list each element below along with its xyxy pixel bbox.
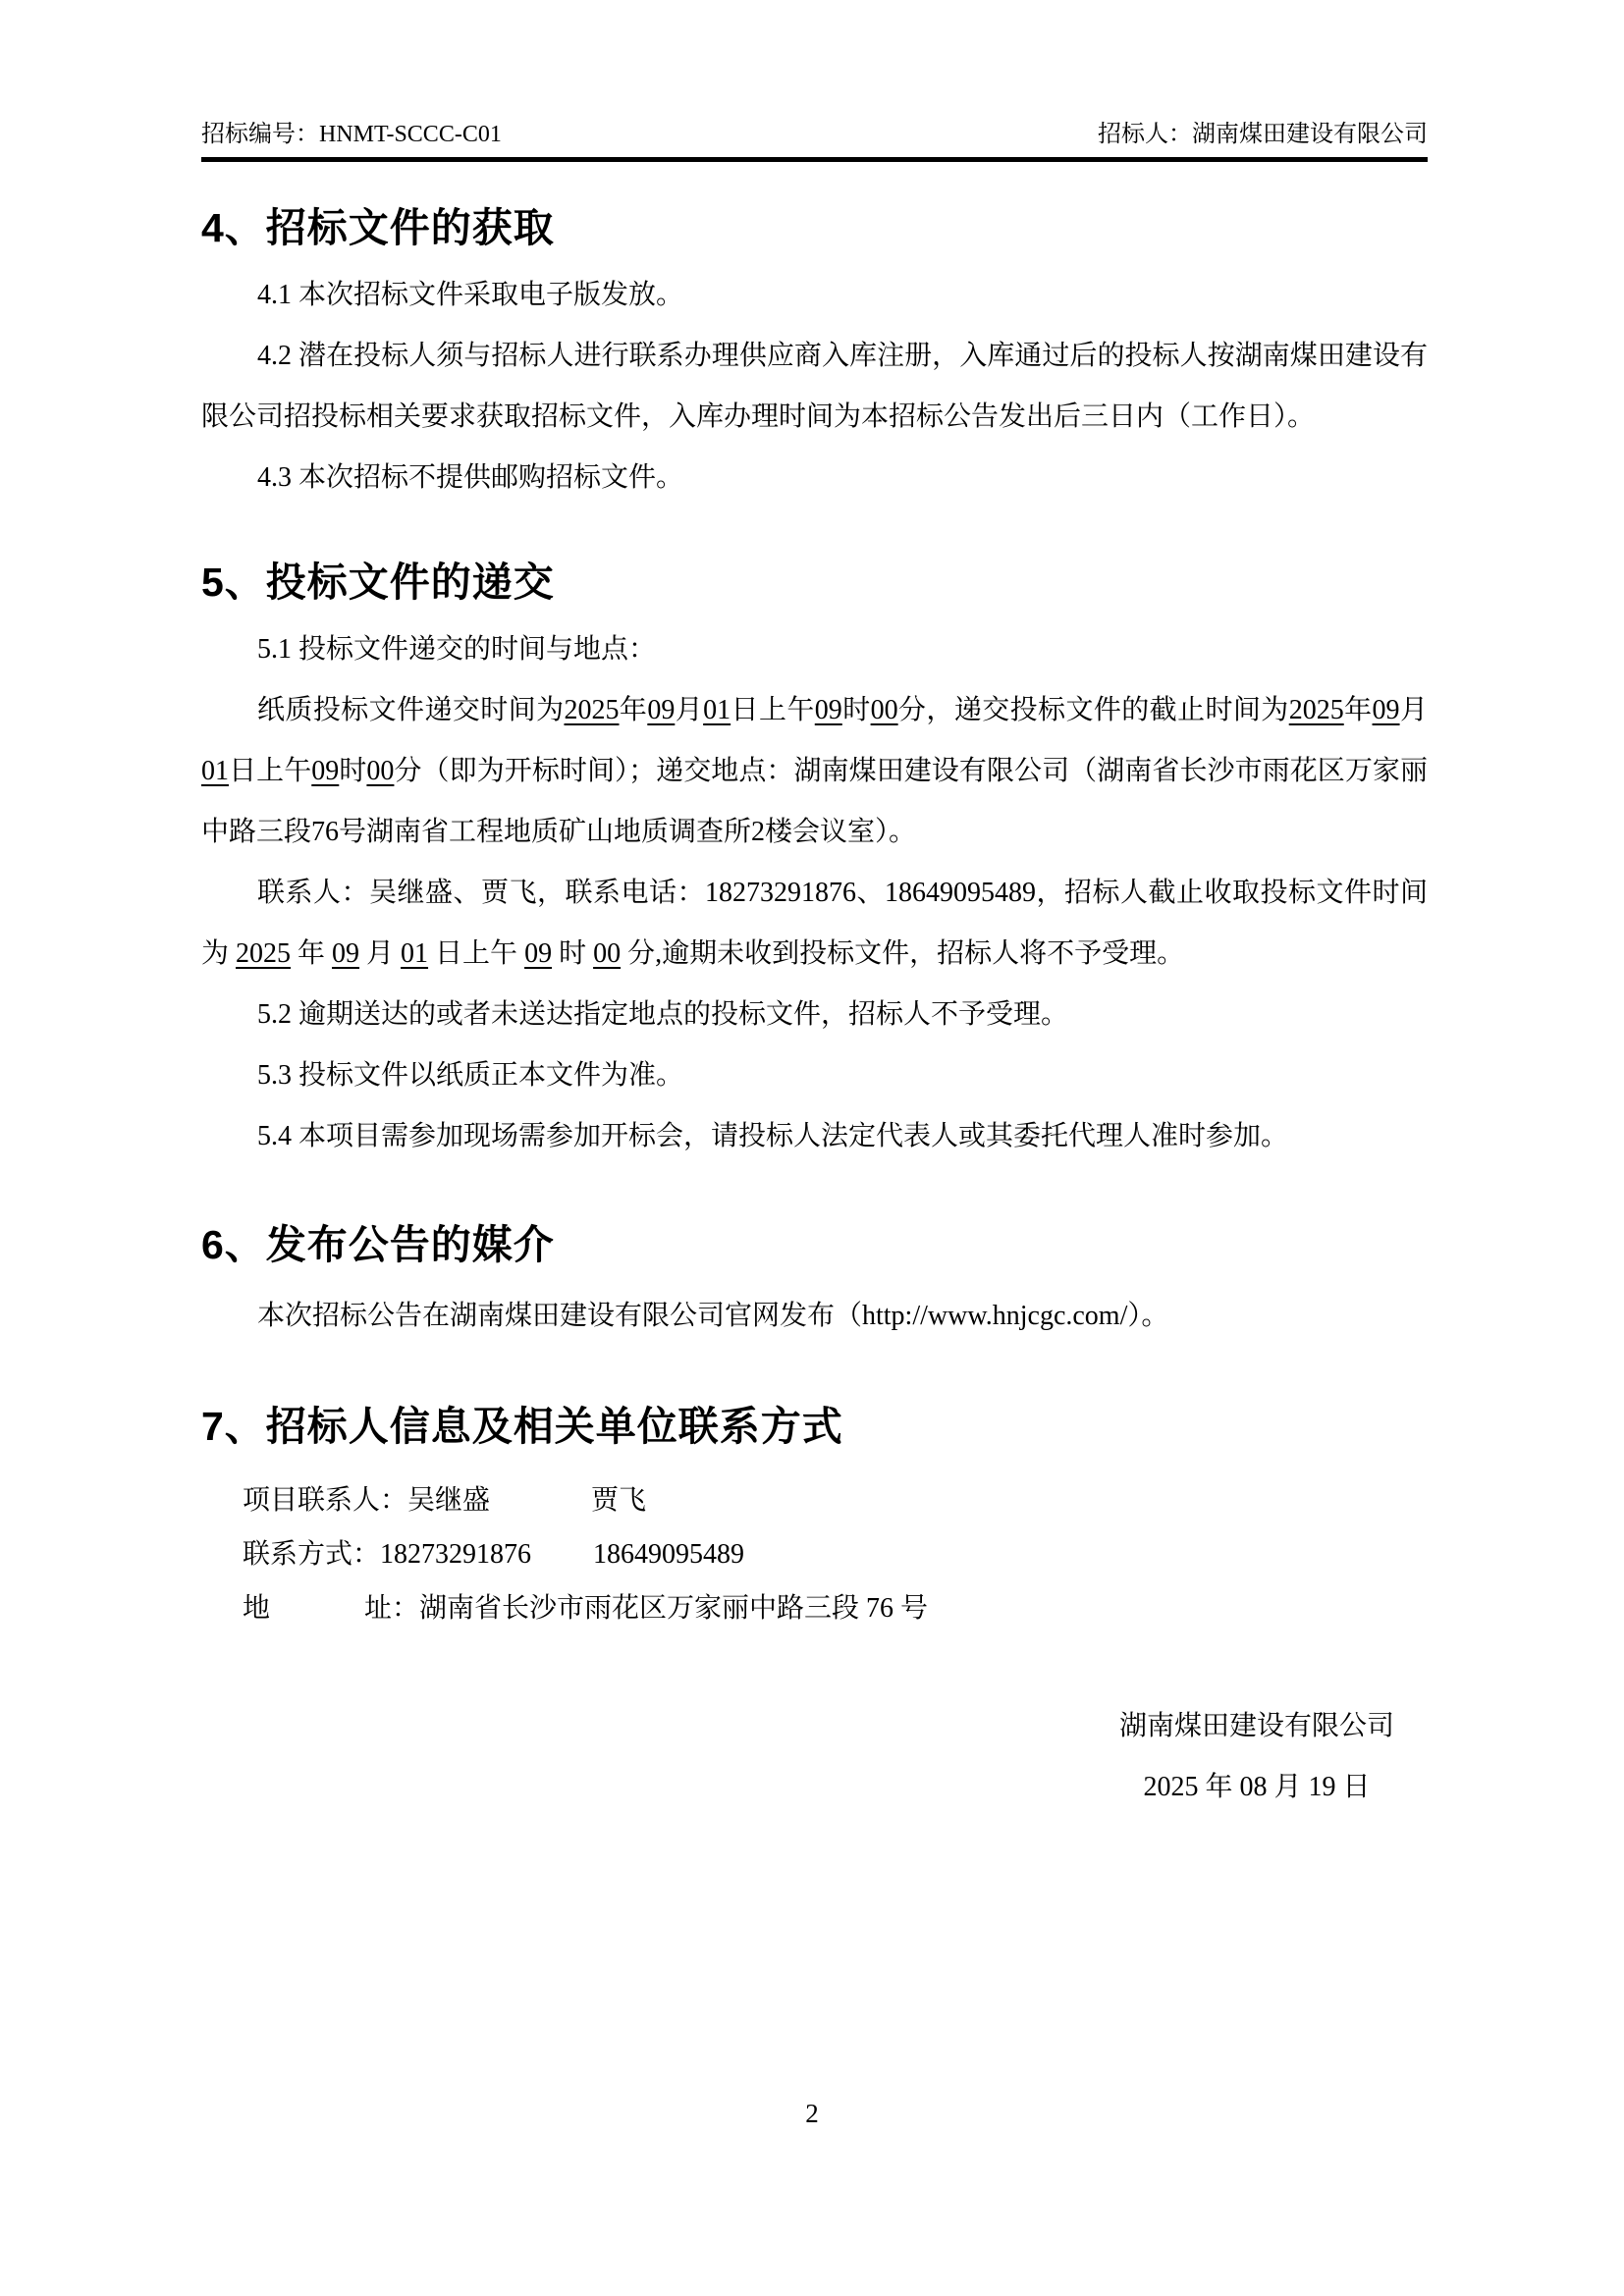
contact-phone-2: 18649095489 bbox=[593, 1539, 745, 1570]
section-6 bbox=[201, 1212, 1428, 1347]
contact-name-2: 贾飞 bbox=[591, 1485, 647, 1516]
section-6-title: 6、发布公告的媒介 bbox=[201, 1222, 555, 1267]
signature-inner bbox=[1119, 1696, 1394, 1818]
paragraph-5-4: 5.4 本项目需参加现场需参加开标会，请投标人法定代表人或其委托代理人准时参加。 bbox=[257, 1121, 1289, 1151]
paragraph-5-3: 5.3 投标文件以纸质正本文件为准。 bbox=[257, 1060, 684, 1091]
running-header bbox=[201, 114, 1428, 162]
address-value: 湖南省长沙市雨花区万家丽中路三段 76 号 bbox=[419, 1593, 929, 1624]
contact-row-names bbox=[201, 1473, 1428, 1527]
signature-company: 湖南煤田建设有限公司 bbox=[1118, 1711, 1394, 1741]
contact-row-phones bbox=[201, 1527, 1428, 1581]
address-label-right: 址： bbox=[364, 1593, 420, 1624]
paragraph-6-1: 本次招标公告在湖南煤田建设有限公司官网发布（http://www.hnjcgc.com/）。 bbox=[257, 1301, 1169, 1331]
paragraph-5-submission-times: 纸质投标文件递交时间为2025年09月01日上午09时00分，递交投标文件的截止时间为2025年09月01日上午09时00分（即为开标时间）；递交地点：湖南煤田建设有限公司（湖南省长沙市雨花区万家丽中路三段76号湖南省工程地质矿山地质调查所2楼会议室）。 bbox=[201, 695, 1428, 847]
section-4-title: 4、招标文件的获取 bbox=[201, 205, 555, 250]
signature-block bbox=[201, 1696, 1428, 1818]
paragraph-4-2: 4.2 潜在投标人须与招标人进行联系办理供应商入库注册，入库通过后的投标人按湖南煤田建设有限公司招投标相关要求获取招标文件，入库办理时间为本招标公告发出后三日内（工作日）。 bbox=[201, 341, 1428, 432]
contact-names-label: 项目联系人： bbox=[243, 1485, 408, 1516]
contact-row-address bbox=[201, 1581, 1428, 1635]
paragraph-5-contacts: 联系人：吴继盛、贾飞，联系电话：18273291876、18649095489，招标人截止收取投标文件时间为 2025 年 09 月 01 日上午 09 时 00 分,逾期未收到投标文件，招标人将不予受理。 bbox=[201, 878, 1428, 969]
address-label-left: 地 bbox=[243, 1593, 271, 1624]
paragraph-4-3: 4.3 本次招标不提供邮购招标文件。 bbox=[257, 462, 684, 493]
section-7-title: 7、招标人信息及相关单位联系方式 bbox=[201, 1404, 843, 1449]
paragraph-5-2: 5.2 逾期送达的或者未送达指定地点的投标文件，招标人不予受理。 bbox=[257, 999, 1069, 1030]
section-7 bbox=[201, 1394, 1428, 1635]
section-5 bbox=[201, 550, 1428, 1167]
header-tenderer-name: 招标人：湖南煤田建设有限公司 bbox=[1098, 122, 1428, 147]
contact-name-1: 吴继盛 bbox=[407, 1485, 491, 1516]
contact-phone-1: 18273291876 bbox=[380, 1539, 532, 1570]
page-number: 2 bbox=[805, 2099, 819, 2128]
section-5-title: 5、投标文件的递交 bbox=[201, 560, 555, 605]
signature-date: 2025 年 08 月 19 日 bbox=[1143, 1772, 1371, 1802]
header-tender-number: 招标编号：HNMT-SCCC-C01 bbox=[201, 122, 502, 147]
paragraph-5-1: 5.1 投标文件递交的时间与地点： bbox=[257, 634, 657, 665]
paragraph-4-1: 4.1 本次招标文件采取电子版发放。 bbox=[257, 280, 684, 310]
contact-phones-label: 联系方式： bbox=[243, 1539, 381, 1570]
section-4 bbox=[201, 195, 1428, 508]
